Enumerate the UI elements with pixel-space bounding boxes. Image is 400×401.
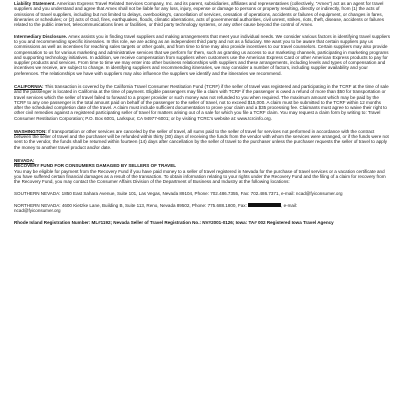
registration-footer: Rhode Island Registration Number: ML#1192; Nevada Seller of Travel Registration No.: NV#2001-0126; Iowa: TA# 002 Registered Iowa Travel Agency xyxy=(14,219,334,225)
liability-statement: Liability Statement. American Express Travel Related Services Company, Inc. and its parent, subsidiaries, affiliates and representatives (collectively, "Amex") act as an agent for travel suppliers and you understand and agree that Amex shall not be liable for any loss, injury, expense or damage to persons or property resulting, directly or indirectly, from (1) the acts of omissions of travel suppliers, including but not limited to delays, overbooking's, cancellation of services, cessation of operations, accidents or failures of equipment, or changes in fares, itineraries or schedules; or (2) acts of God, fires, earthquakes, floods, climatic aberrations, acts of governmental authorities, civil unrest, strikes, riots, theft, disease, accidents or failures related to the public internet, telecommunications lines or facilities, or third party technology systems, or any other cause beyond the control of Amex. xyxy=(14,1,384,27)
nevada-label: NEVADA: xyxy=(14,158,35,164)
washington-disclosure: WASHINGTON: If transportation or other services are canceled by the seller of travel, all sums paid to the seller of travel for services not performed in accordance with the contract between the seller of travel and the purchaser will be refunded within thirty (30) days of receiving the funds from the vendor with whom the services were arranged, or if the funds were not sent to the vendor, the funds shall be returned within fourteen (14) days after cancellation by the seller of travel to the purchaser unless the purchaser requests the seller of travel to apply the money to another travel product and/or date. xyxy=(14,128,389,150)
northern-nevada-text: NORTHERN NEVADA: 4600 Kietzke Lane, Building B, Suite 113, Reno, Nevada 89502, Phone: 775.688.1800, Fax: xyxy=(14,202,247,208)
nevada-text: You may be eligible for payment from the Recovery Fund if you have paid money to a seller of travel registered in Nevada for the purchase of travel services or a vacation certificate and you have suffered certain financial damages as a result of the transaction. To obtain information relating to your rights under the Recovery Fund and the filing of a claim for recovery from the Recovery Fund, you may contact the Consumer Affairs Division of the Department of Business and Industry at the following locations: xyxy=(14,168,386,185)
northern-nevada-email: ncad@fyiconsumer.org xyxy=(14,208,61,214)
washington-text: If transportation or other services are canceled by the seller of travel, all sums paid to the seller of travel for services not performed in accordance with the contract between the seller of travel and the purchaser will be refunded within thirty (30) days of receiving the funds from the vendor with whom the services were arranged, or if the funds were not sent to the vendor, the funds shall be returned within fourteen (14) days after cancellation by the seller of travel to the purchaser unless the purchaser requests the seller of travel to apply the money to another travel product and/or date. xyxy=(14,128,389,150)
disclosure-page xyxy=(0,1,400,401)
california-text: This transaction is covered by the California Travel Consumer Restitution Fund (TCRF) if the seller of travel was registered and participating in the TCRF at the time of sale and the passenger is located in California at the time of payment. Eligible passengers may file a claim with TCRF if the passenger is owed a refund of more than $50 for transportation or travel services which the seller of travel failed to forward to a proper provider or such money was not refunded to you when required. The maximum amount which may be paid by the TCRF to any one passenger is the total amount paid on behalf of the passenger to the seller of travel, not to exceed $15,000. A claim must be submitted to the TCRF within 12 months after the scheduled completion date of the travel. A claim must include sufficient documentation to prove your claim and a $35 processing fee. Claimants must agree to waive their right to other civil remedies against a registered participating seller of travel for matters arising out of a sale for which you file a TCRF claim. You may request a claim form by writing to: Travel Consumer Restitution Corporation; P.O. Box 6001, Larkspur, CA 94977-6001; or by visiting TCRC's website at: www.tcrcinfo.org. xyxy=(14,84,389,121)
northern-nevada-contact xyxy=(14,203,390,214)
liability-text: American Express Travel Related Services Company, Inc. and its parent, subsidiaries, affiliates and representatives (collectively, "Amex") act as an agent for travel suppliers and you understand and agree that Amex shall not be liable for any loss, injury, expense or damage to persons or property resulting, directly or indirectly, from (1) the acts of omissions of travel suppliers, including but not limited to delays, overbooking's, cancellation of services, cessation of operations, accidents or failures of equipment, or changes in fares, itineraries or schedules; or (2) acts of God, fires, earthquakes, floods, climatic aberrations, acts of governmental authorities, civil unrest, strikes, riots, theft, disease, accidents or failures related to the public internet, telecommunications lines or facilities, or third party technology systems, or any other cause beyond the control of Amex. xyxy=(14,1,384,27)
california-disclosure: CALIFORNIA: This transaction is covered by the California Travel Consumer Restitution Fund (TCRF) if the seller of travel was registered and participating in the TCRF at the time of sale and the passenger is located in California at the time of payment. Eligible passengers may file a claim with TCRF if the passenger is owed a refund of more than $50 for transportation or travel services which the seller of travel failed to forward to a proper provider or such money was not refunded to you when required. The maximum amount which may be paid by the TCRF to any one passenger is the total amount paid on behalf of the passenger to the seller of travel, not to exceed $15,000. A claim must be submitted to the TCRF within 12 months after the scheduled completion date of the travel. A claim must include sufficient documentation to prove your claim and a $35 processing fee. Claimants must agree to waive their right to other civil remedies against a registered participating seller of travel for matters arising out of a sale for which you file a TCRF claim. You may request a claim form by writing to: Travel Consumer Restitution Corporation; P.O. Box 6001, Larkspur, CA 94977-6001; or by visiting TCRC's website at: www.tcrcinfo.org. xyxy=(14,84,389,121)
nevada-fund-title: RECOVERY FUND FOR CONSUMERS DAMAGED BY SELLERS OF TRAVEL xyxy=(14,163,177,169)
intermediary-label: Intermediary Disclosure xyxy=(14,33,66,39)
intermediary-disclosure: Intermediary Disclosure. Amex assists you in finding travel suppliers and making arrangements that meet your individual needs. We consider various factors in identifying travel suppliers to you and recommending specific itineraries. In this role, we are acting as an independent third party and not as a fiduciary. We want you to be aware that certain suppliers pay us commissions as well as incentives for reaching sales targets or other goals, and from time to time may also provide incentives to our travel counselors. Certain suppliers may also provide compensation to us for various marketing and administrative services that we perform for them, such as granting us access to our marketing channels, participating in marketing programs and supporting technology initiatives. In addition, we receive compensation from suppliers when customers use the American Express Card or other American Express products to pay for supplier products and services. From time to time we may enter into other business relationships with suppliers and these arrangements, including levels and types of compensation and incentives we receive, are subject to change. In identifying suppliers and recommending itineraries, we may consider a number of factors, including supplier availability and your preferences. The relationships we have with suppliers may also influence the suppliers we identify and the itineraries we recommend. xyxy=(14,33,390,76)
redacted-fax-number xyxy=(248,203,281,207)
intermediary-text: Amex assists you in finding travel suppliers and making arrangements that meet your individual needs. We consider various factors in identifying travel suppliers to you and recommending specific itineraries. In this role, we are acting as an independent third party and not as a fiduciary. We want you to be aware that certain suppliers pay us commissions as well as incentives for reaching sales targets or other goals, and from time to time may also provide incentives to our travel counselors. Certain suppliers may also provide compensation to us for various marketing and administrative services that we perform for them, such as granting us access to our marketing channels, participating in marketing programs and supporting technology initiatives. In addition, we receive compensation from suppliers when customers use the American Express Card or other American Express products to pay for supplier products and services. From time to time we may enter into other business relationships with suppliers and these arrangements, including levels and types of compensation and incentives we receive, are subject to change. In identifying suppliers and recommending itineraries, we may consider a number of factors, including supplier availability and your preferences. The relationships we have with suppliers may also influence the suppliers we identify and the itineraries we recommend. xyxy=(14,33,390,76)
southern-nevada-contact: SOUTHERN NEVADA: 1850 East Sahara Avenue, Suite 101, Las Vegas, Nevada 89104, Phone: 702.486.7355, Fax: 702.486.7371, e-mail: ncad@fyiconsumer.org xyxy=(14,190,343,196)
washington-label: WASHINGTON xyxy=(14,128,46,134)
liability-label: Liability Statement xyxy=(14,1,55,6)
california-label: CALIFORNIA xyxy=(14,84,43,90)
northern-nevada-email-label: , e-mail: xyxy=(281,202,298,208)
